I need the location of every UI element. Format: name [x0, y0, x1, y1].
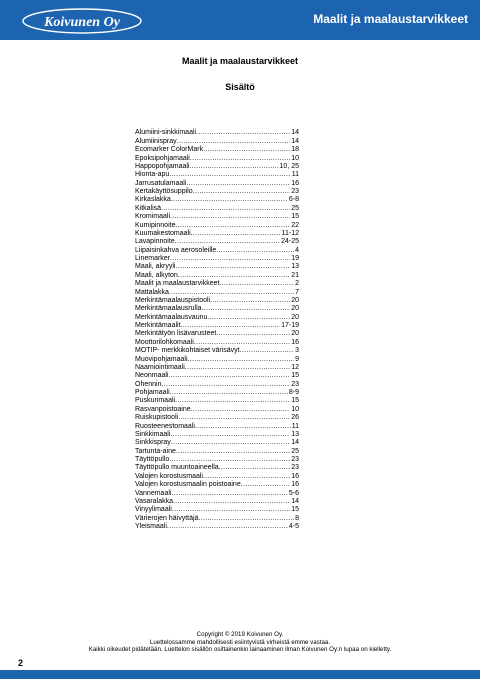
- toc-entry: [135, 355, 299, 363]
- toc-leader-dots: [170, 431, 290, 439]
- toc-entry-page: 10, 25: [279, 162, 299, 170]
- toc-leader-dots: [171, 196, 288, 204]
- toc-entry: [135, 405, 299, 413]
- svg-text:Koivunen Oy: Koivunen Oy: [44, 15, 120, 30]
- toc-entry-name: Merkintätyön lisävarusteet: [135, 330, 217, 338]
- toc-entry-name: Vinyylimaali: [135, 506, 172, 514]
- toc-entry-page: 20: [291, 330, 299, 338]
- toc-entry-name: Merkintämaalauspistooli: [135, 296, 211, 304]
- company-logo: [22, 8, 142, 34]
- toc-leader-dots: [219, 464, 291, 472]
- toc-leader-dots: [241, 481, 290, 489]
- toc-entry-name: Värierojen häivyttäjä: [135, 514, 199, 522]
- toc-entry-name: Puskurimaali: [135, 397, 176, 405]
- toc-entry: [135, 389, 299, 397]
- toc-entry-name: Ruosteenestomaali: [135, 422, 195, 430]
- toc-leader-dots: [207, 314, 290, 322]
- toc-entry-page: 15: [291, 372, 299, 380]
- toc-entry: [135, 305, 299, 313]
- toc-leader-dots: [172, 506, 290, 514]
- toc-entry-name: Sinkkimaali: [135, 430, 171, 438]
- toc-entry: [135, 171, 299, 179]
- toc-entry-page: 26: [291, 414, 299, 422]
- toc-leader-dots: [173, 498, 290, 506]
- toc-entry-name: Täyttöpullo muuntoaineella: [135, 464, 219, 472]
- toc-leader-dots: [171, 439, 290, 447]
- toc-leader-dots: [203, 146, 290, 154]
- toc-entry-page: 13: [291, 430, 299, 438]
- toc-entry-name: Vannemaali: [135, 489, 172, 497]
- toc-entry: [135, 263, 299, 271]
- page-number: 2: [18, 658, 24, 668]
- toc-entry-name: Linemarker: [135, 255, 171, 262]
- toc-entry: [135, 163, 299, 171]
- toc-entry: [135, 213, 299, 221]
- toc-entry: [135, 188, 299, 196]
- toc-entry-name: Kitkalisä: [135, 204, 162, 212]
- toc-entry-name: Naamiointimaali: [135, 363, 185, 371]
- toc-leader-dots: [168, 372, 290, 380]
- toc-entry: [135, 146, 299, 154]
- toc-entry-page: 5-6: [288, 489, 299, 497]
- toc-entry-name: MOTIP- merkkikohtaiset värisävyt: [135, 347, 240, 355]
- toc-entry: [135, 447, 299, 455]
- toc-entry: [135, 514, 299, 522]
- toc-entry-page: 8-9: [288, 389, 299, 396]
- toc-entry-name: Valojen korostusmaali: [135, 472, 203, 480]
- toc-entry-page: 13: [291, 263, 299, 271]
- toc-entry: [135, 322, 299, 330]
- toc-leader-dots: [175, 397, 290, 405]
- toc-entry: [135, 297, 299, 305]
- toc-leader-dots: [189, 163, 278, 171]
- toc-entry-name: Merkintämaalausvaunu: [135, 313, 208, 321]
- toc-entry-name: Valojen korostusmaalin poistoaine: [135, 481, 241, 489]
- toc-entry-name: Maalit ja maalaustarvikkeet: [135, 280, 220, 288]
- toc-leader-dots: [193, 188, 291, 196]
- toc-entry-name: Lavapinnoite: [135, 238, 175, 246]
- toc-entry-page: 17-19: [281, 322, 299, 329]
- toc-leader-dots: [196, 129, 290, 137]
- toc-entry-page: 19: [291, 255, 299, 262]
- toc-entry: [135, 230, 299, 238]
- document-subtitle: Sisältö: [225, 82, 255, 92]
- toc-entry-name: Hionta-apu: [135, 171, 170, 179]
- toc-entry-page: 14: [291, 137, 299, 145]
- toc-leader-dots: [198, 515, 294, 523]
- toc-entry-name: Kuumakestomaali: [135, 229, 191, 237]
- toc-entry-page: 10: [291, 154, 299, 162]
- toc-entry: [135, 523, 299, 531]
- toc-entry-name: Mattalakka: [135, 288, 169, 296]
- toc-leader-dots: [169, 289, 294, 297]
- toc-entry: [135, 364, 299, 372]
- toc-entry: [135, 397, 299, 405]
- toc-entry: [135, 255, 299, 263]
- toc-entry-name: Kumipinnoite: [135, 221, 176, 229]
- toc-entry-name: Ecomarker ColorMark: [135, 146, 204, 154]
- toc-entry-name: Sinkkispray: [135, 439, 171, 447]
- toc-entry: [135, 498, 299, 506]
- toc-leader-dots: [191, 230, 281, 238]
- table-of-contents: [135, 129, 299, 531]
- toc-entry-page: 11: [291, 171, 299, 179]
- toc-entry-page: 16: [291, 179, 299, 187]
- toc-entry: [135, 271, 299, 279]
- toc-leader-dots: [186, 180, 290, 188]
- toc-entry: [135, 204, 299, 212]
- toc-entry: [135, 129, 299, 137]
- footer-disclaimer: Luettelossamme mahdollisesti esiintyvistä virheistä emme vastaa.: [149, 638, 331, 646]
- toc-entry-page: 25: [291, 204, 299, 212]
- toc-entry-page: 14: [291, 497, 299, 505]
- toc-entry-page: 7: [295, 288, 299, 296]
- toc-entry: [135, 380, 299, 388]
- toc-entry: [135, 280, 299, 288]
- footer-copyright: Copyright © 2019 Koivunen Oy.: [196, 631, 284, 638]
- toc-entry-page: 16: [291, 472, 299, 480]
- footer-rights: Kaikki oikeudet pidätetään. Luettelon sisällön osittainenkin lainaaminen ilman Koivunen Oy:n lupaa on kielletty.: [88, 646, 392, 653]
- toc-entry-page: 9: [295, 355, 299, 363]
- toc-leader-dots: [170, 213, 290, 221]
- toc-entry-name: Kertakäyttösuppilo: [135, 188, 193, 195]
- toc-entry: [135, 238, 299, 246]
- toc-leader-dots: [167, 523, 288, 531]
- toc-entry-name: Ohennin: [135, 380, 162, 388]
- toc-leader-dots: [175, 222, 290, 230]
- toc-entry-page: 21: [291, 271, 299, 279]
- toc-entry: [135, 414, 299, 422]
- toc-entry-page: 22: [291, 221, 299, 229]
- toc-entry-name: Muovipohjamaali: [135, 355, 188, 363]
- toc-entry-name: Merkintämaalausrulla: [135, 305, 202, 313]
- toc-entry-page: 15: [291, 397, 299, 405]
- toc-leader-dots: [175, 263, 290, 271]
- toc-entry-page: 15: [291, 506, 299, 514]
- toc-entry-page: 14: [291, 439, 299, 447]
- toc-entry-page: 20: [291, 296, 299, 304]
- toc-entry-name: Maali, akryyli: [135, 263, 176, 271]
- toc-entry: [135, 472, 299, 480]
- toc-leader-dots: [203, 473, 290, 481]
- toc-leader-dots: [181, 322, 281, 330]
- toc-leader-dots: [191, 406, 291, 414]
- toc-leader-dots: [169, 456, 290, 464]
- toc-entry-page: 4: [295, 246, 299, 254]
- toc-leader-dots: [216, 330, 290, 338]
- toc-leader-dots: [219, 280, 294, 288]
- toc-entry: [135, 464, 299, 472]
- toc-entry-page: 23: [291, 380, 299, 388]
- toc-leader-dots: [210, 297, 290, 305]
- toc-leader-dots: [202, 305, 291, 313]
- toc-entry-page: 16: [291, 481, 299, 489]
- toc-leader-dots: [161, 381, 290, 389]
- toc-entry-page: 18: [291, 146, 299, 154]
- toc-entry: [135, 154, 299, 162]
- toc-entry: [135, 347, 299, 355]
- toc-entry-name: Maali, alkyton: [135, 271, 178, 279]
- toc-entry-name: Jarrusatulamaali: [135, 179, 187, 187]
- toc-entry: [135, 422, 299, 430]
- toc-entry-name: Moottorilohkomaali: [135, 338, 194, 346]
- toc-leader-dots: [169, 171, 290, 179]
- document-title: Maalit ja maalaustarvikkeet: [181, 56, 299, 66]
- toc-entry-name: Liipaisinkahva aerosoleille: [135, 246, 217, 254]
- toc-entry: [135, 246, 299, 254]
- toc-leader-dots: [178, 414, 290, 422]
- toc-entry-page: 11: [291, 422, 299, 430]
- toc-entry-name: Täyttöpullo: [135, 456, 170, 463]
- toc-leader-dots: [194, 339, 290, 347]
- toc-entry: [135, 313, 299, 321]
- toc-entry: [135, 456, 299, 464]
- toc-leader-dots: [170, 389, 288, 397]
- toc-entry-name: Alumiini-sinkkimaali: [135, 129, 197, 137]
- toc-leader-dots: [171, 490, 287, 498]
- toc-entry: [135, 221, 299, 229]
- toc-leader-dots: [185, 364, 290, 372]
- toc-entry-page: 8: [295, 514, 299, 522]
- toc-entry-page: 2: [295, 280, 299, 288]
- toc-entry: [135, 196, 299, 204]
- toc-leader-dots: [216, 247, 294, 255]
- toc-entry-page: 20: [291, 313, 299, 321]
- toc-entry: [135, 439, 299, 447]
- toc-entry: [135, 506, 299, 514]
- toc-entry-name: Kirkaslakka: [135, 196, 171, 204]
- toc-entry-page: 3: [295, 347, 299, 355]
- toc-entry: [135, 338, 299, 346]
- toc-entry-page: 4-5: [288, 523, 299, 530]
- toc-entry: [135, 179, 299, 187]
- toc-leader-dots: [195, 423, 291, 431]
- toc-leader-dots: [188, 356, 295, 364]
- toc-entry-page: 20: [291, 305, 299, 313]
- toc-entry: [135, 330, 299, 338]
- toc-entry-page: 23: [291, 456, 299, 463]
- toc-leader-dots: [190, 155, 290, 163]
- toc-entry-name: Pohjamaali: [135, 389, 170, 396]
- toc-entry-name: Rasvanpoistoaine: [135, 405, 191, 413]
- toc-leader-dots: [176, 448, 290, 456]
- toc-entry-page: 15: [291, 213, 299, 221]
- toc-entry-page: 25: [291, 447, 299, 455]
- toc-entry-page: 23: [291, 464, 299, 472]
- toc-entry-page: 10: [291, 405, 299, 413]
- toc-entry-name: Ruiskupistooli: [135, 414, 179, 422]
- toc-entry: [135, 137, 299, 145]
- toc-leader-dots: [161, 205, 290, 213]
- toc-entry-name: Neonmaali: [135, 372, 169, 380]
- toc-entry: [135, 431, 299, 439]
- toc-entry-name: Tartunta-aine: [135, 447, 176, 455]
- toc-entry-page: 12: [291, 363, 299, 371]
- toc-leader-dots: [170, 255, 290, 263]
- toc-entry-name: Vasaralakka: [135, 497, 174, 505]
- toc-entry-page: 6-8: [288, 196, 299, 204]
- toc-entry-name: Kromimaali: [135, 213, 171, 221]
- toc-entry: [135, 288, 299, 296]
- toc-leader-dots: [240, 347, 294, 355]
- bottom-bar: [0, 670, 480, 679]
- toc-entry: [135, 481, 299, 489]
- toc-entry-page: 24-25: [281, 238, 299, 246]
- toc-entry-name: Yleismaali: [135, 523, 167, 530]
- toc-entry-name: Happopohjamaali: [135, 162, 190, 170]
- toc-entry: [135, 489, 299, 497]
- toc-entry-name: Epoksipohjamaali: [135, 154, 190, 162]
- header-title: Maalit ja maalaustarvikkeet: [313, 12, 468, 26]
- toc-entry-name: Alumiinispray: [135, 137, 177, 145]
- toc-entry: [135, 372, 299, 380]
- toc-entry-name: Merkintämaalit: [135, 322, 181, 329]
- header-bar: [0, 0, 480, 40]
- toc-leader-dots: [177, 138, 291, 146]
- toc-leader-dots: [178, 272, 290, 280]
- toc-entry-page: 11-12: [281, 229, 299, 237]
- toc-leader-dots: [175, 238, 280, 246]
- toc-entry-page: 23: [291, 188, 299, 195]
- toc-entry-page: 14: [291, 129, 299, 137]
- toc-entry-page: 16: [291, 338, 299, 346]
